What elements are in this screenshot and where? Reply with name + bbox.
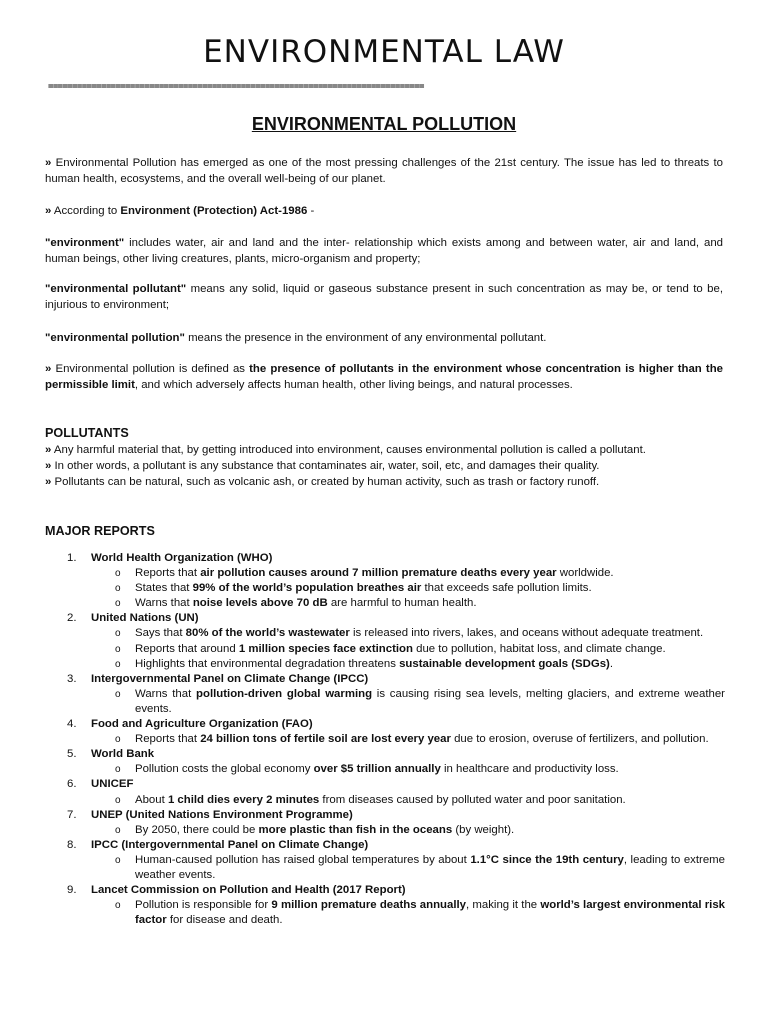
circle-bullet-icon: o — [115, 734, 121, 746]
circle-bullet-icon: o — [115, 658, 121, 670]
circle-bullet-icon: o — [115, 688, 121, 700]
circle-bullet-icon: o — [115, 764, 121, 776]
report-item — [45, 808, 725, 823]
report-org-name: World Bank — [91, 748, 155, 761]
report-finding: o About 1 child dies every 2 minutes from diseases caused by polluted water and poor sanitation. — [45, 793, 725, 808]
report-item — [45, 747, 725, 762]
report-item — [45, 717, 725, 732]
circle-bullet-icon: o — [115, 583, 121, 595]
report-item — [45, 777, 725, 792]
circle-bullet-icon: o — [115, 568, 121, 580]
report-item — [45, 883, 725, 898]
pollutants-text: » Any harmful material that, by getting introduced into environment, causes environmental pollution is called a pollutant. » In other words, a pollutant is any substance that contaminates air, water, soil, etc, and damages their quality. » Pollutants can be natural, such as volcanic ash, or created by human activity, such as trash or factory runoff. — [45, 444, 646, 488]
report-finding: o Pollution is responsible for 9 million premature deaths annually, making it the world’s largest environmental risk factor for disease and death. — [115, 899, 726, 927]
report-finding: o Reports that air pollution causes around 7 million premature deaths every year worldwide. — [45, 566, 725, 581]
major-reports-heading: MAJOR REPORTS — [45, 524, 155, 538]
section-heading: ENVIRONMENTAL POLLUTION — [251, 114, 517, 134]
act-reference: » According to Environment (Protection) Act-1986 - — [45, 205, 315, 217]
document-title: ENVIRONMENTAL LAW — [203, 34, 565, 70]
report-number: 9. — [67, 884, 77, 897]
report-org-name: Lancet Commission on Pollution and Health (2017 Report) — [91, 884, 406, 897]
reports-list — [45, 551, 725, 928]
report-item — [45, 838, 725, 853]
report-finding: o Highlights that environmental degradation threatens sustainable development goals (SDGs). — [45, 657, 725, 672]
report-finding: o Says that 80% of the world’s wastewater is released into rivers, lakes, and oceans without adequate treatment. — [45, 626, 725, 641]
report-finding: o Reports that around 1 million species face extinction due to pollution, habitat loss, and climate change. — [45, 642, 725, 657]
circle-bullet-icon: o — [115, 794, 121, 806]
report-org-name: UNEP (United Nations Environment Programme) — [91, 808, 353, 821]
report-org-name: IPCC (Intergovernmental Panel on Climate Change) — [91, 838, 369, 851]
report-number: 6. — [67, 778, 77, 791]
report-finding: o Human-caused pollution has raised global temperatures by about 1.1°C since the 19th century, leading to extreme weather events. — [115, 853, 725, 881]
title-rule: ============================================================================== — [48, 84, 424, 90]
report-number: 1. — [67, 552, 77, 564]
circle-bullet-icon: o — [115, 643, 121, 655]
report-finding: o Warns that pollution-driven global warming is causing rising sea levels, melting glaciers, and extreme weather events. — [115, 687, 725, 715]
report-number: 8. — [67, 838, 77, 851]
circle-bullet-icon: o — [115, 598, 121, 610]
circle-bullet-icon: o — [115, 824, 121, 836]
report-org-name: World Health Organization (WHO) — [91, 552, 273, 564]
bullet-marker: » — [45, 363, 52, 375]
report-org-name: Food and Agriculture Organization (FAO) — [91, 718, 313, 731]
circle-bullet-icon: o — [115, 628, 121, 640]
report-org-name: UNICEF — [91, 778, 134, 791]
report-finding: o By 2050, there could be more plastic than fish in the oceans (by weight). — [45, 823, 725, 838]
report-finding: o States that 99% of the world’s population breathes air that exceeds safe pollution limits. — [45, 581, 725, 596]
report-number: 5. — [67, 748, 77, 761]
bullet-marker: » — [45, 205, 52, 217]
report-number: 7. — [67, 808, 77, 821]
report-org-name: Intergovernmental Panel on Climate Change (IPCC) — [91, 672, 369, 685]
circle-bullet-icon: o — [115, 854, 121, 866]
report-item — [45, 551, 725, 566]
report-number: 3. — [67, 672, 77, 685]
definition-pollutant: "environmental pollutant" means any solid, liquid or gaseous substance present in such concentration as may be, or tend to be, injurious to environment; — [45, 283, 723, 311]
report-org-name: United Nations (UN) — [91, 612, 199, 625]
pollution-definition-paragraph: » Environmental pollution is defined as the presence of pollutants in the environment whose concentration is higher than the permissible limit, and which adversely affects human health, other living beings, and natural processes. — [45, 363, 723, 391]
bullet-marker: » — [45, 157, 52, 169]
report-item — [45, 672, 725, 687]
report-finding: o Warns that noise levels above 70 dB are harmful to human health. — [45, 596, 725, 611]
report-number: 2. — [67, 612, 77, 625]
report-number: 4. — [67, 718, 77, 731]
circle-bullet-icon: o — [115, 900, 121, 912]
intro-paragraph: » Environmental Pollution has emerged as one of the most pressing challenges of the 21st century. The issue has led to threats to human health, ecosystems, and the overall well-being of our planet. — [45, 157, 723, 185]
pollutants-heading: POLLUTANTS — [45, 426, 129, 440]
report-finding: o Reports that 24 billion tons of fertile soil are lost every year due to erosion, overuse of fertilizers, and pollution. — [45, 732, 725, 747]
report-item — [45, 611, 725, 626]
report-finding: o Pollution costs the global economy over $5 trillion annually in healthcare and productivity loss. — [45, 762, 725, 777]
definition-pollution: "environmental pollution" means the presence in the environment of any environmental pollutant. — [45, 332, 547, 344]
definition-environment: "environment" includes water, air and land and the inter- relationship which exists among and between water, air and land, and human beings, other living creatures, plants, micro-organism and property; — [45, 237, 723, 265]
